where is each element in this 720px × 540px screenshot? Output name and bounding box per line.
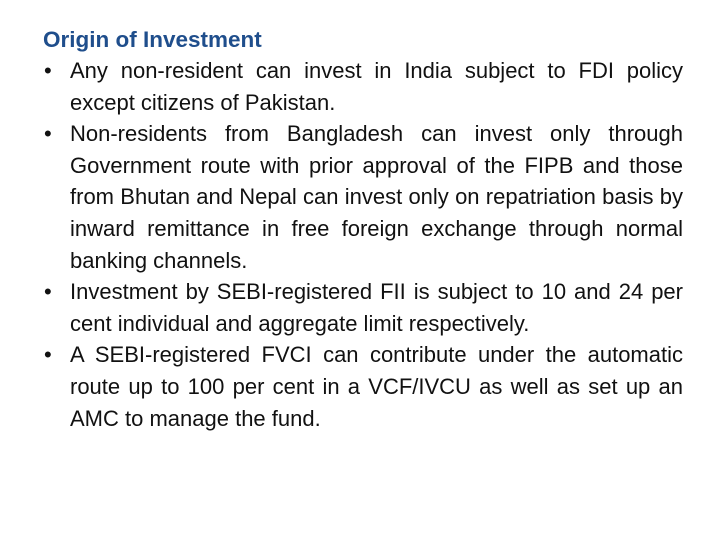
bullet-icon: • <box>44 279 52 305</box>
slide-content <box>43 25 683 434</box>
bullet-text: A SEBI-registered FVCI can contribute under the automatic route up to 100 per cent in a VCF/IVCU as well as set up an AMC to manage the fund. <box>70 342 683 431</box>
bullet-text: Investment by SEBI-registered FII is subject to 10 and 24 per cent individual and aggregate limit respectively. <box>70 279 683 336</box>
bullet-item <box>43 118 683 276</box>
bullet-item <box>43 276 683 339</box>
bullet-icon: • <box>44 121 52 147</box>
bullet-item <box>43 55 683 118</box>
bullet-list <box>43 55 683 434</box>
bullet-item <box>43 339 683 434</box>
bullet-text: Any non-resident can invest in India subject to FDI policy except citizens of Pakistan. <box>70 58 683 115</box>
bullet-text: Non-residents from Bangladesh can invest only through Government route with prior approval of the FIPB and those from Bhutan and Nepal can invest only on repatriation basis by inward remittance in free foreign exchange through normal banking channels. <box>70 121 683 273</box>
slide-title: Origin of Investment <box>43 27 262 52</box>
bullet-icon: • <box>44 58 52 83</box>
bullet-icon: • <box>44 342 52 368</box>
